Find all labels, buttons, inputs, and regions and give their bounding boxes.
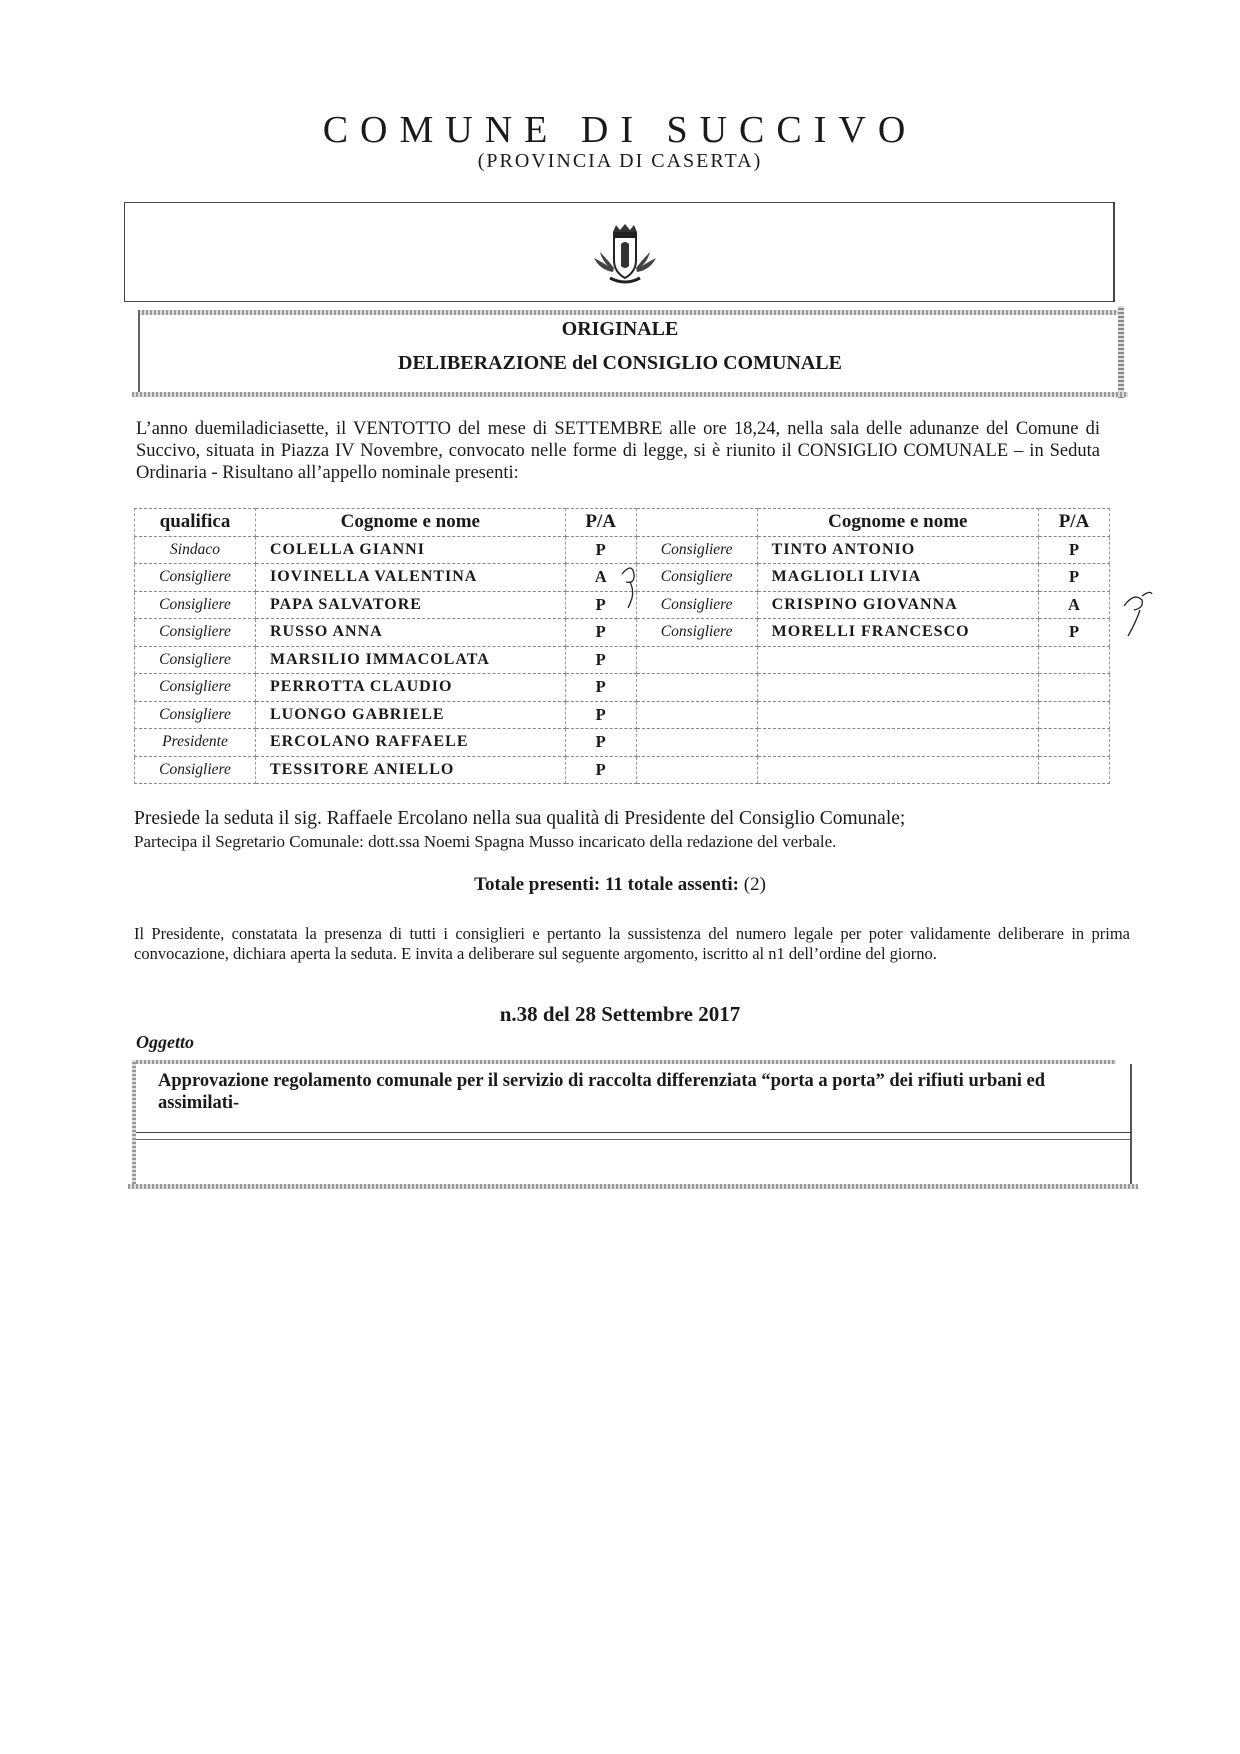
role-cell: Presidente — [135, 729, 256, 757]
presence-cell — [1039, 729, 1110, 757]
header-pa: P/A — [565, 509, 636, 537]
role-cell — [636, 756, 757, 784]
subject-text: Approvazione regolamento comunale per il servizio di raccolta differenziata “porta a porta” dei rifiuti urbani ed assimilati- — [158, 1071, 1046, 1113]
table-row — [135, 619, 1110, 647]
member-name-cell: TESSITORE ANIELLO — [256, 756, 566, 784]
member-name-cell: MAGLIOLI LIVIA — [757, 564, 1038, 592]
presence-cell: P — [565, 756, 636, 784]
member-name-cell: IOVINELLA VALENTINA — [256, 564, 566, 592]
presence-cell — [1039, 646, 1110, 674]
totals-label: Totale presenti: 11 totale assenti: — [474, 874, 740, 895]
presence-cell: P — [1039, 619, 1110, 647]
handwritten-mark — [616, 560, 646, 620]
presence-cell: P — [565, 536, 636, 564]
member-name-cell: MARSILIO IMMACOLATA — [256, 646, 566, 674]
document-type-heading: DELIBERAZIONE del CONSIGLIO COMUNALE — [398, 352, 842, 374]
role-cell — [636, 701, 757, 729]
header-qualifica-2 — [636, 509, 757, 537]
table-row — [135, 646, 1110, 674]
header-cognome-nome-2: Cognome e nome — [757, 509, 1038, 537]
role-cell — [636, 646, 757, 674]
document-status: ORIGINALE — [561, 318, 679, 340]
presence-cell: A — [1039, 591, 1110, 619]
table-row — [135, 756, 1110, 784]
role-cell: Consigliere — [135, 756, 256, 784]
presence-cell: P — [565, 729, 636, 757]
totals-absent: (2) — [743, 874, 766, 895]
role-cell: Consigliere — [135, 619, 256, 647]
presence-cell: P — [565, 674, 636, 702]
member-name-cell — [757, 646, 1038, 674]
member-name-cell: ERCOLANO RAFFAELE — [256, 729, 566, 757]
presence-cell: P — [1039, 536, 1110, 564]
presence-cell: P — [565, 591, 636, 619]
handwritten-mark — [1120, 586, 1156, 640]
attendance-totals — [0, 874, 1240, 896]
role-cell: Consigliere — [636, 591, 757, 619]
member-name-cell: COLELLA GIANNI — [256, 536, 566, 564]
presence-cell — [1039, 674, 1110, 702]
role-cell — [636, 729, 757, 757]
table-row — [135, 674, 1110, 702]
coat-of-arms-emblem — [580, 222, 670, 292]
role-cell: Consigliere — [135, 701, 256, 729]
role-cell: Consigliere — [135, 564, 256, 592]
secretary-statement: Partecipa il Segretario Comunale: dott.ssa Noemi Spagna Musso incaricato della redazione del verbale. — [134, 832, 837, 851]
presence-cell: P — [565, 619, 636, 647]
header-cognome-nome: Cognome e nome — [256, 509, 566, 537]
header-pa-2: P/A — [1039, 509, 1110, 537]
member-name-cell: RUSSO ANNA — [256, 619, 566, 647]
presiding-statement: Presiede la seduta il sig. Raffaele Ercolano nella sua qualità di Presidente del Consiglio Comunale; — [134, 808, 906, 829]
municipality-title: COMUNE DI SUCCIVO — [322, 109, 918, 151]
member-name-cell: LUONGO GABRIELE — [256, 701, 566, 729]
member-name-cell: PERROTTA CLAUDIO — [256, 674, 566, 702]
member-name-cell: PAPA SALVATORE — [256, 591, 566, 619]
president-statement: Il Presidente, constatata la presenza di tutti i consiglieri e pertanto la sussistenza del numero legale per poter validamente deliberare in prima convocazione, dichiara aperta la seduta. E invita a deliberare sul seguente argomento, iscritto al n1 dell’ordine del giorno. — [134, 924, 1130, 963]
member-name-cell — [757, 756, 1038, 784]
presence-cell — [1039, 756, 1110, 784]
member-name-cell: CRISPINO GIOVANNA — [757, 591, 1038, 619]
role-cell — [636, 674, 757, 702]
member-name-cell — [757, 674, 1038, 702]
role-cell: Sindaco — [135, 536, 256, 564]
table-row — [135, 701, 1110, 729]
presence-cell: P — [565, 646, 636, 674]
presence-cell: A — [565, 564, 636, 592]
attendance-header-row — [135, 509, 1110, 537]
header-qualifica: qualifica — [135, 509, 256, 537]
role-cell: Consigliere — [636, 619, 757, 647]
member-name-cell — [757, 729, 1038, 757]
presence-cell — [1039, 701, 1110, 729]
province-subtitle: (PROVINCIA DI CASERTA) — [477, 150, 763, 172]
presence-cell: P — [1039, 564, 1110, 592]
member-name-cell — [757, 701, 1038, 729]
deliberation-number: n.38 del 28 Settembre 2017 — [499, 1002, 741, 1026]
role-cell: Consigliere — [135, 674, 256, 702]
subject-label: Oggetto — [136, 1032, 194, 1052]
role-cell: Consigliere — [135, 591, 256, 619]
table-row — [135, 729, 1110, 757]
member-name-cell: TINTO ANTONIO — [757, 536, 1038, 564]
attendance-table — [134, 508, 1110, 784]
role-cell: Consigliere — [135, 646, 256, 674]
presence-cell: P — [565, 701, 636, 729]
role-cell: Consigliere — [636, 536, 757, 564]
session-intro-paragraph: L’anno duemiladiciasette, il VENTOTTO del mese di SETTEMBRE alle ore 18,24, nella sala delle adunanze del Comune di Succivo, situata in Piazza IV Novembre, convocato nelle forme di legge, si è riunito il CONSIGLIO COMUNALE – in Seduta Ordinaria - Risultano all’appello nominale presenti: — [136, 419, 1100, 483]
role-cell: Consigliere — [636, 564, 757, 592]
member-name-cell: MORELLI FRANCESCO — [757, 619, 1038, 647]
